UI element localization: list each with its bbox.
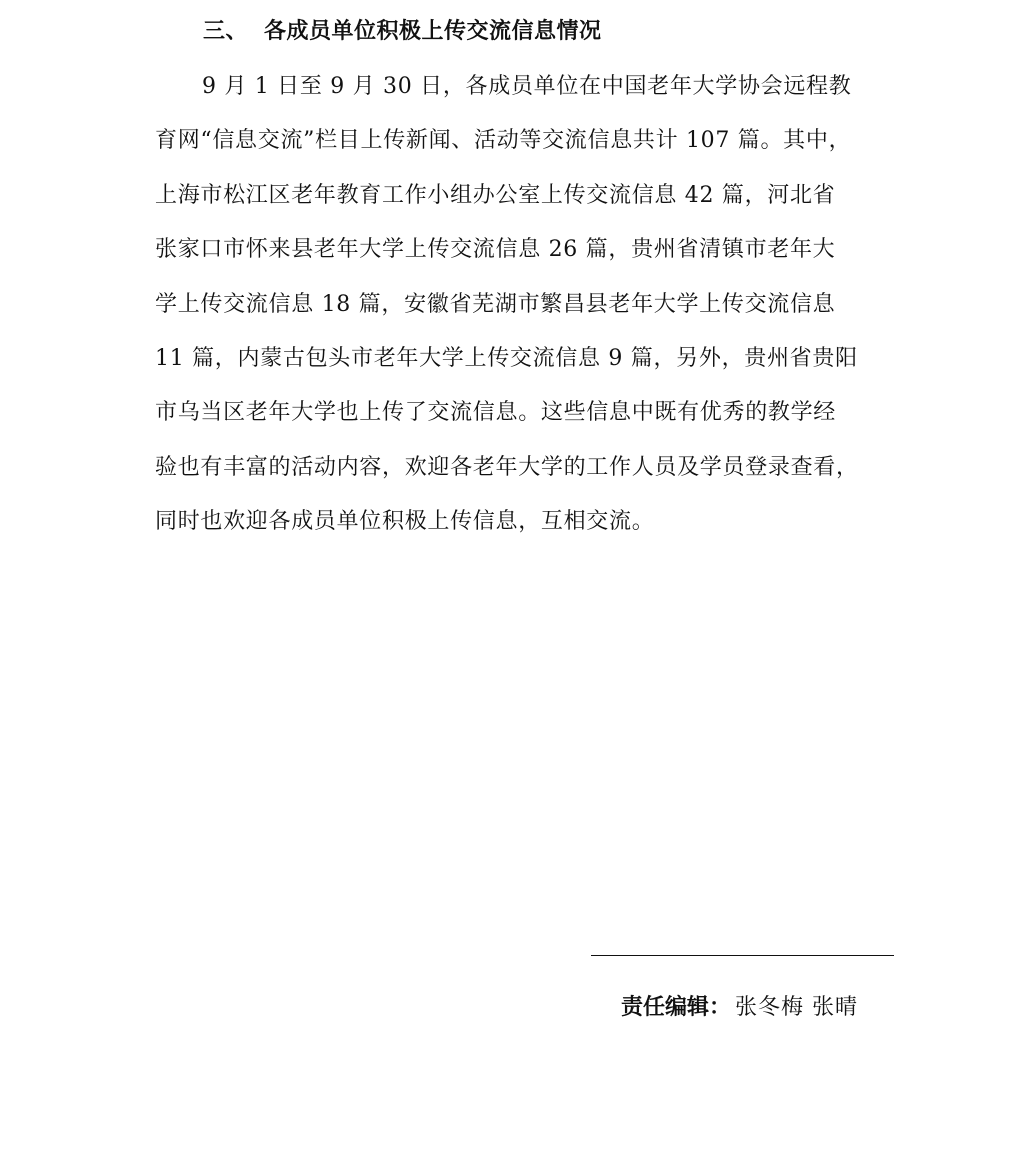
paragraph-line: 11 篇，内蒙古包头市老年大学上传交流信息 9 篇，另外，贵州省贵阳	[155, 345, 858, 371]
paragraph-line: 市乌当区老年大学也上传了交流信息。这些信息中既有优秀的教学经	[155, 400, 837, 426]
section-number: 三、	[203, 19, 249, 44]
paragraph-line: 育网“信息交流”栏目上传新闻、活动等交流信息共计 107 篇。其中，	[155, 128, 852, 154]
editor-names: 张冬梅 张晴	[735, 995, 859, 1020]
paragraph-line: 上海市松江区老年教育工作小组办公室上传交流信息 42 篇，河北省	[155, 182, 836, 208]
paragraph-line: 同时也欢迎各成员单位积极上传信息，互相交流。	[155, 509, 655, 535]
section-heading	[203, 14, 602, 50]
section-title: 各成员单位积极上传交流信息情况	[264, 19, 602, 44]
editor-credit	[621, 990, 858, 1026]
paragraph-line: 验也有丰富的活动内容，欢迎各老年大学的工作人员及学员登录查看，	[155, 454, 859, 480]
editor-label: 责任编辑：	[621, 995, 732, 1020]
paragraph-line: 张家口市怀来县老年大学上传交流信息 26 篇，贵州省清镇市老年大	[155, 237, 836, 263]
footer-divider	[591, 955, 894, 956]
paragraph-line: 9 月 1 日至 9 月 30 日，各成员单位在中国老年大学协会远程教	[202, 74, 852, 99]
body-paragraph	[155, 60, 891, 550]
paragraph-line: 学上传交流信息 18 篇，安徽省芜湖市繁昌县老年大学上传交流信息	[155, 291, 836, 317]
